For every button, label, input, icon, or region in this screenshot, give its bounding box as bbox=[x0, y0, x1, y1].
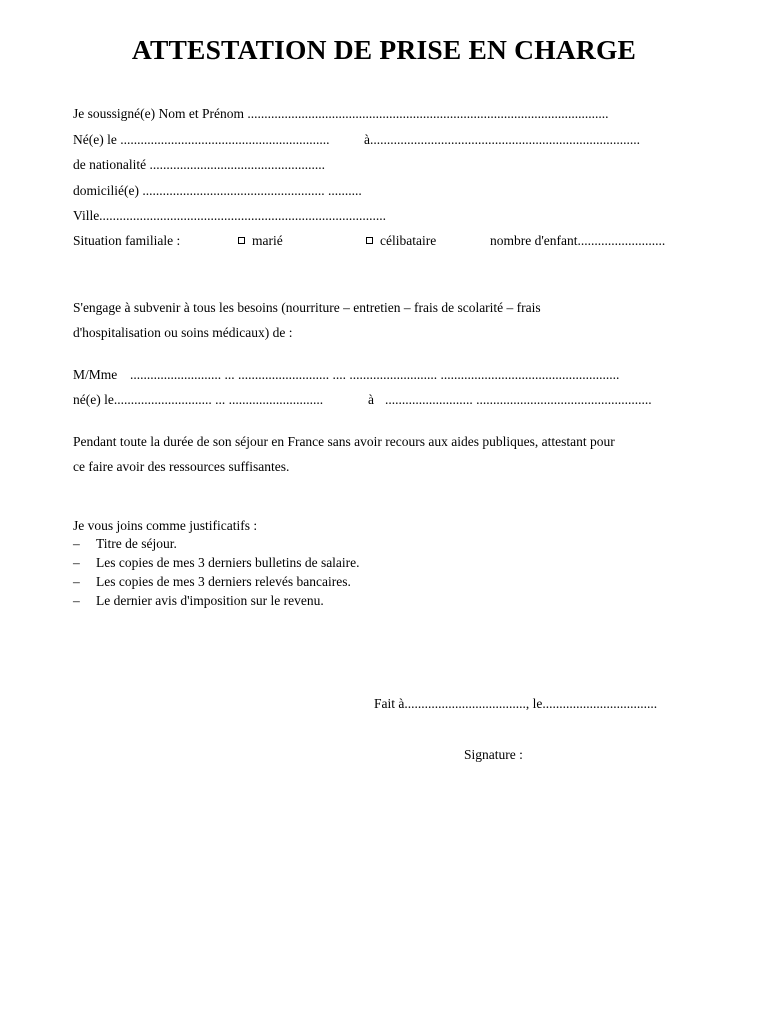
marie-label: marié bbox=[252, 233, 283, 248]
justificatifs-intro: Je vous joins comme justificatifs : bbox=[73, 518, 258, 533]
mmme-line[interactable]: ........................... ... ........................... .... .......................... ..................................................... bbox=[130, 367, 620, 382]
celibataire-label: célibataire bbox=[380, 233, 437, 248]
fait-a-le-line[interactable]: Fait à...................................., le.................................. bbox=[374, 696, 658, 711]
pendant-line-1: Pendant toute la durée de son séjour en France sans avoir recours aux aides publiques, attestant pour bbox=[73, 434, 615, 449]
signature-label: Signature : bbox=[464, 747, 523, 762]
engagement-line-1: S'engage à subvenir à tous les besoins (nourriture – entretien – frais de scolarité – frais bbox=[73, 300, 541, 315]
mmme-label: M/Mme bbox=[73, 367, 118, 382]
option-celibataire[interactable] bbox=[366, 233, 436, 249]
engagement-line-2: d'hospitalisation ou soins médicaux) de : bbox=[73, 325, 293, 340]
ne-a-line[interactable]: à................................................................................ bbox=[364, 132, 640, 147]
list-item: Les copies de mes 3 derniers bulletins de salaire. bbox=[96, 555, 360, 570]
beneficiaire-a-line[interactable]: .......................... .................................................... bbox=[385, 392, 652, 407]
domicilie-line[interactable]: domicilié(e) ...................................................... .......... bbox=[73, 183, 362, 198]
soussigne-line[interactable]: Je soussigné(e) Nom et Prénom ........................................................................................................... bbox=[73, 106, 609, 121]
pendant-line-2: ce faire avoir des ressources suffisantes. bbox=[73, 459, 290, 474]
ville-line[interactable]: Ville..................................................................................... bbox=[73, 208, 387, 223]
list-item: Titre de séjour. bbox=[96, 536, 177, 551]
marie-checkbox[interactable] bbox=[238, 237, 245, 244]
list-item: Le dernier avis d'imposition sur le revenu. bbox=[96, 593, 324, 608]
beneficiaire-ne-le-line[interactable]: né(e) le............................. ... ............................ bbox=[73, 392, 324, 407]
option-marie[interactable] bbox=[238, 233, 283, 249]
celibataire-checkbox[interactable] bbox=[366, 237, 373, 244]
nationalite-line[interactable]: de nationalité .................................................... bbox=[73, 157, 325, 172]
document-title: ATTESTATION DE PRISE EN CHARGE bbox=[131, 34, 637, 65]
list-item-dash: – bbox=[73, 574, 80, 589]
ne-le-line[interactable]: Né(e) le .............................................................. bbox=[73, 132, 330, 147]
list-item-dash: – bbox=[73, 555, 80, 570]
nombre-enfant-line[interactable]: nombre d'enfant.......................... bbox=[490, 233, 666, 248]
situation-familiale-label: Situation familiale : bbox=[73, 233, 181, 248]
list-item-dash: – bbox=[73, 536, 80, 551]
list-item-dash: – bbox=[73, 593, 80, 608]
beneficiaire-a-label: à bbox=[368, 392, 374, 407]
list-item: Les copies de mes 3 derniers relevés bancaires. bbox=[96, 574, 351, 589]
